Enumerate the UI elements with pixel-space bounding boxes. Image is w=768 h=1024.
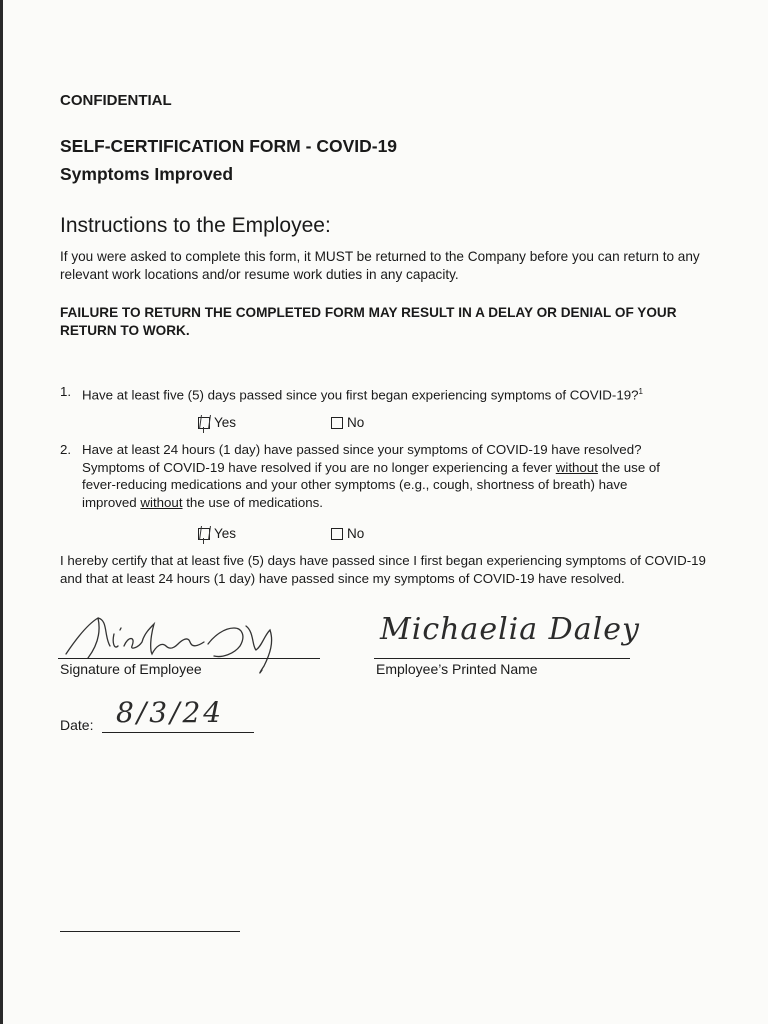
q2-no-label: No <box>347 526 365 541</box>
footnote-rule <box>60 931 240 932</box>
underlined-word: without <box>555 459 598 475</box>
question-number: 1. <box>60 384 72 399</box>
q2-yes-label: Yes <box>214 526 237 541</box>
signature-line <box>58 658 320 659</box>
question-1 <box>60 383 740 403</box>
date-line <box>102 732 254 733</box>
printed-name-value: Michaelia Daley <box>380 612 640 647</box>
printed-name-line <box>374 658 630 659</box>
question-number: 2. <box>60 442 72 457</box>
date-value: 8/3/24 <box>116 696 225 729</box>
form-subtitle: Symptoms Improved <box>60 164 234 184</box>
q1-yes-option[interactable] <box>198 415 236 430</box>
q1-no-label: No <box>347 415 365 430</box>
q2-yes-checkbox[interactable] <box>198 528 210 540</box>
underlined-word: without <box>140 494 183 510</box>
q1-yes-label: Yes <box>214 415 237 430</box>
question-2 <box>60 441 740 521</box>
confidential-label: CONFIDENTIAL <box>60 92 172 109</box>
question-text-a: Have at least 24 hours (1 day) have passed since your symptoms of COVID-19 have resolved? Symptoms of COVID-19 have resolved if you are no longer experiencing a fever <box>82 442 642 475</box>
question-text-b: the use of fever-reducing medications and your other symptoms (e.g., cough, shortness of breath) have improved <box>82 459 661 510</box>
instructions-paragraph: If you were asked to complete this form, it MUST be returned to the Company before you can return to any relevant work locations and/or resume work duties in any capacity. <box>60 249 700 282</box>
q1-no-checkbox[interactable] <box>331 417 343 429</box>
date-label: Date: <box>60 717 94 733</box>
certification-statement: I hereby certify that at least five (5) days have passed since I first began experiencing symptoms of COVID-19 and that at least 24 hours (1 day) have passed since my symptoms of COVID-19 have resolved. <box>60 553 706 586</box>
instructions-heading: Instructions to the Employee: <box>60 214 331 237</box>
form-title: SELF-CERTIFICATION FORM - COVID-19 <box>60 136 398 156</box>
q2-no-checkbox[interactable] <box>331 528 343 540</box>
q2-no-option[interactable] <box>331 526 364 541</box>
warning-text: FAILURE TO RETURN THE COMPLETED FORM MAY RESULT IN A DELAY OR DENIAL OF YOUR RETURN TO WORK. <box>60 305 677 338</box>
page-edge <box>0 0 3 1024</box>
q2-yes-option[interactable] <box>198 526 236 541</box>
question-text-c: the use of medications. <box>182 494 323 510</box>
q1-no-option[interactable] <box>331 415 364 430</box>
question-text: Have at least five (5) days passed since you first began experiencing symptoms of COVID-19? <box>82 387 639 403</box>
footnote-mark: 1 <box>638 387 643 396</box>
q1-yes-checkbox[interactable] <box>198 417 210 429</box>
printed-name-label: Employee’s Printed Name <box>376 661 538 677</box>
signature-label: Signature of Employee <box>60 661 202 677</box>
